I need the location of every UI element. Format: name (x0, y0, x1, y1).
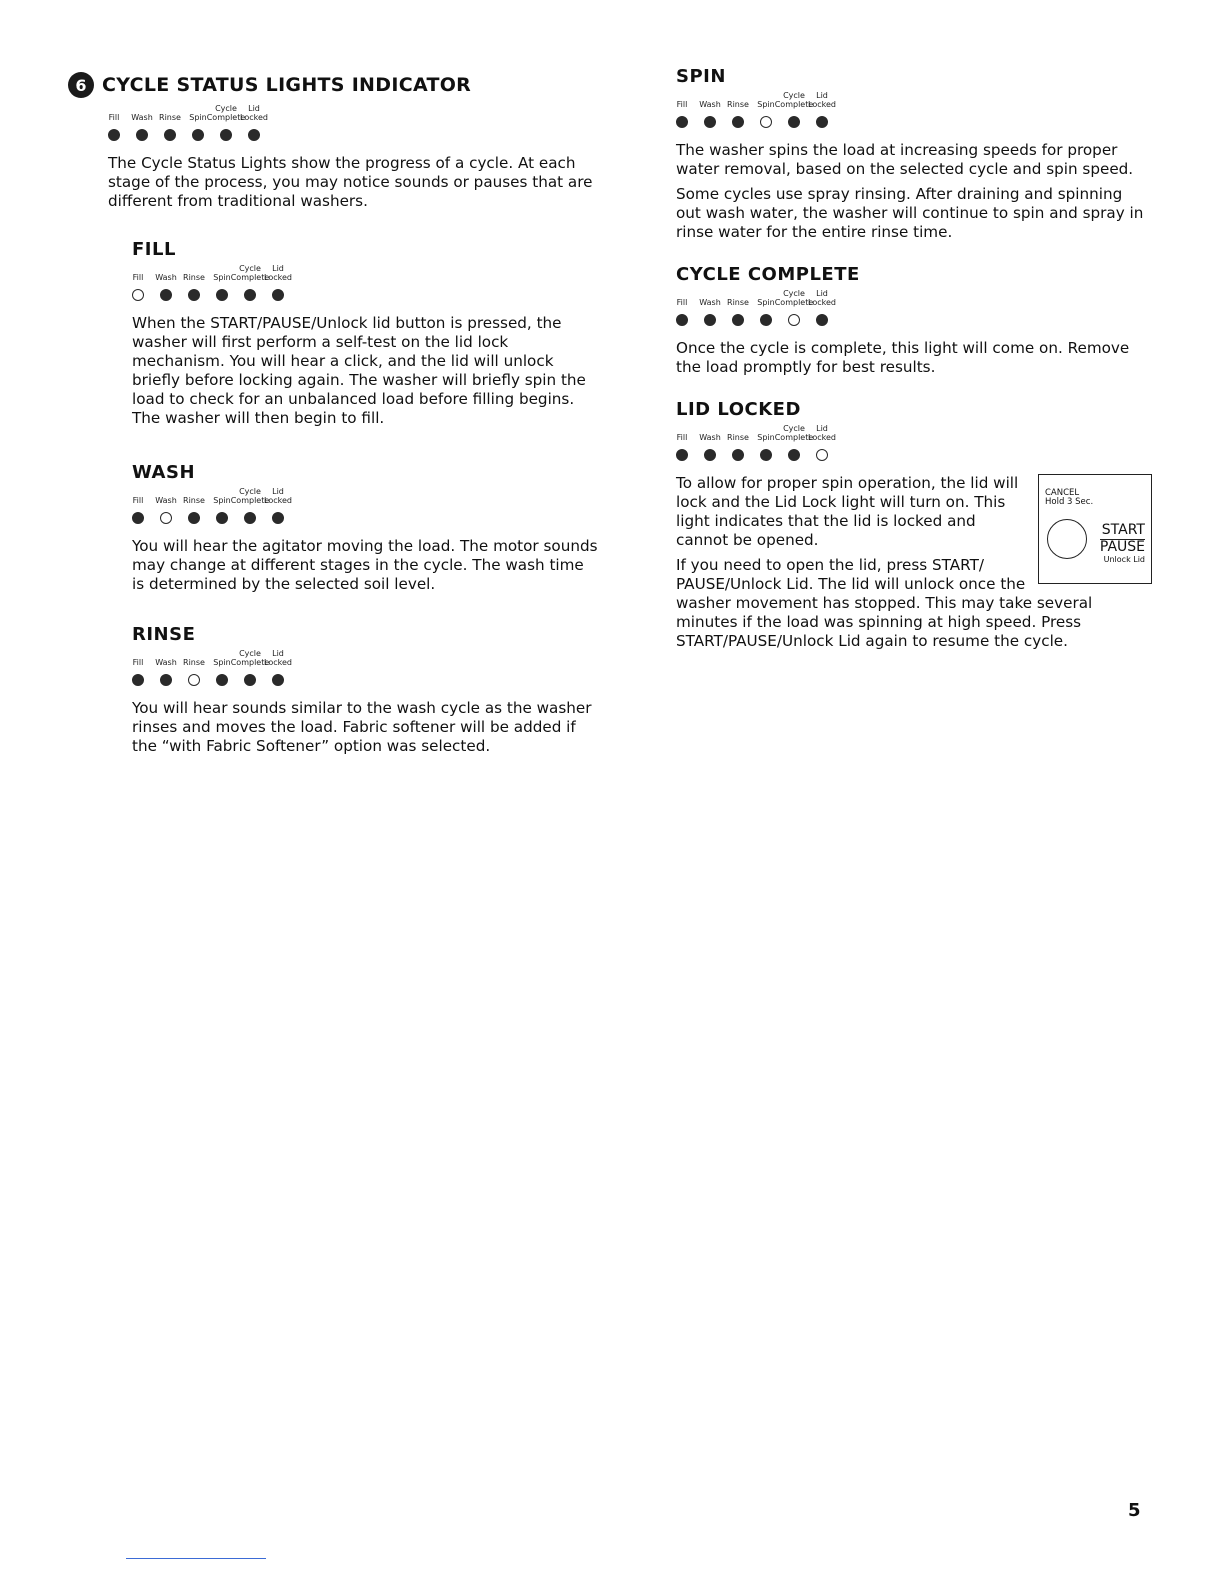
cycle-complete-section (676, 264, 1146, 377)
spin-section (676, 66, 1146, 242)
status-lights-row (676, 289, 876, 333)
light-label: Wash (155, 658, 177, 667)
status-lights-row (132, 649, 332, 693)
lid-locked-section (676, 399, 1146, 651)
light-label: Fill (676, 433, 688, 442)
status-light-filled (272, 674, 284, 686)
status-light-filled (188, 289, 200, 301)
status-light-filled (788, 449, 800, 461)
unlock-lid-label: Unlock Lid (1103, 555, 1145, 564)
light-label: Fill (132, 273, 144, 282)
light-label: Rinse (159, 113, 181, 122)
status-light-filled (704, 116, 716, 128)
light-label-bottom: Complete (230, 496, 270, 505)
wash-heading: WASH (132, 462, 196, 483)
light-label-top: Lid (816, 289, 828, 298)
light-label-top: Cycle (239, 649, 261, 658)
light-label-top: Cycle (783, 289, 805, 298)
wash-section (132, 462, 598, 594)
lid-locked-paragraph-1: To allow for proper spin operation, the lid will lock and the Lid Lock light will turn on. This light indicates that the lid is locked and cannot be opened. (676, 474, 1019, 549)
status-light-filled (788, 116, 800, 128)
intro-paragraph: The Cycle Status Lights show the progress of a cycle. At each stage of the process, you may notice sounds or pauses that are different from traditional washers. (108, 154, 593, 210)
light-label-bottom: Locked (264, 273, 292, 282)
status-light-filled (816, 116, 828, 128)
start-button-circle (1047, 519, 1087, 559)
status-light-filled (216, 674, 228, 686)
status-light-filled (272, 512, 284, 524)
cancel-label: CANCEL Hold 3 Sec. (1045, 488, 1094, 507)
light-label: Wash (155, 273, 177, 282)
status-light-filled (732, 449, 744, 461)
status-light-filled (244, 674, 256, 686)
light-label-bottom: Complete (206, 113, 246, 122)
light-label-top: Lid (272, 487, 284, 496)
cycle-complete-heading: CYCLE COMPLETE (676, 264, 860, 285)
status-light-active (816, 449, 828, 461)
status-light-filled (272, 289, 284, 301)
status-light-filled (732, 314, 744, 326)
light-label: Spin (213, 658, 231, 667)
fill-heading: FILL (132, 239, 176, 260)
light-label-top: Lid (272, 264, 284, 273)
status-light-filled (216, 512, 228, 524)
light-label: Rinse (727, 298, 749, 307)
lid-locked-paragraph-2: If you need to open the lid, press START/ PAUSE/Unlock Lid. The lid will unlock once the washer movement has stopped. This may take several minutes if the load was spinning at high speed. Press START/PAUSE/Unlock Lid again to resume the cycle. (676, 556, 1093, 650)
status-light-filled (244, 289, 256, 301)
control-panel-illustration (1038, 474, 1152, 584)
status-light-active (132, 289, 144, 301)
status-light-filled (216, 289, 228, 301)
status-light-filled (192, 129, 204, 141)
rinse-section (132, 624, 598, 756)
status-light-active (188, 674, 200, 686)
light-label: Fill (676, 298, 688, 307)
status-light-filled (704, 449, 716, 461)
light-label: Fill (132, 658, 144, 667)
rinse-paragraph: You will hear sounds similar to the wash cycle as the washer rinses and moves the load. Fabric softener will be added if the “with Fabric Softener” option was selected. (132, 699, 592, 755)
page-number: 5 (1128, 1500, 1141, 1521)
light-label-bottom: Complete (230, 273, 270, 282)
light-label-bottom: Locked (808, 100, 836, 109)
page-title: CYCLE STATUS LIGHTS INDICATOR (102, 74, 472, 96)
left-column (75, 72, 598, 778)
status-light-filled (676, 314, 688, 326)
light-label-top: Lid (248, 104, 260, 113)
light-label: Wash (699, 100, 721, 109)
section-number-badge: 6 (68, 72, 94, 98)
light-label-bottom: Locked (808, 433, 836, 442)
light-label-bottom: Complete (230, 658, 270, 667)
rinse-heading: RINSE (132, 624, 196, 645)
light-label: Fill (676, 100, 688, 109)
light-label: Rinse (183, 273, 205, 282)
light-label-bottom: Complete (774, 298, 814, 307)
status-light-filled (760, 314, 772, 326)
light-label: Spin (213, 496, 231, 505)
status-light-filled (760, 449, 772, 461)
status-lights-row (132, 264, 332, 308)
spin-paragraph-2: Some cycles use spray rinsing. After draining and spinning out wash water, the washer will continue to spin and spray in rinse water for the entire rinse time. (676, 185, 1144, 241)
light-label: Fill (108, 113, 120, 122)
status-light-filled (164, 129, 176, 141)
light-label: Wash (699, 433, 721, 442)
light-label-bottom: Complete (774, 100, 814, 109)
light-label: Rinse (727, 433, 749, 442)
light-label: Spin (757, 298, 775, 307)
light-label: Wash (155, 496, 177, 505)
status-light-filled (676, 449, 688, 461)
light-label-bottom: Locked (240, 113, 268, 122)
light-label-top: Lid (816, 424, 828, 433)
status-light-filled (132, 512, 144, 524)
light-label: Rinse (727, 100, 749, 109)
status-lights-row (108, 104, 308, 148)
light-label-top: Lid (272, 649, 284, 658)
status-light-filled (136, 129, 148, 141)
status-lights-row (132, 487, 332, 531)
footer-rule (126, 1558, 266, 1559)
light-label: Rinse (183, 658, 205, 667)
start-label: START (1101, 522, 1145, 538)
light-label-bottom: Complete (774, 433, 814, 442)
spin-heading: SPIN (676, 66, 726, 87)
light-label-top: Cycle (783, 424, 805, 433)
status-lights-row (676, 424, 876, 468)
fill-paragraph: When the START/PAUSE/Unlock lid button is pressed, the washer will first perform a self-test on the lid lock mechanism. You will hear a click, and the lid will unlock briefly before locking again. The washer will briefly spin the load to check for an unbalanced load before filling begins. The washer will then begin to fill. (132, 314, 586, 427)
status-light-active (788, 314, 800, 326)
status-light-filled (248, 129, 260, 141)
light-label: Wash (131, 113, 153, 122)
status-light-filled (244, 512, 256, 524)
status-light-active (760, 116, 772, 128)
lid-locked-heading: LID LOCKED (676, 399, 801, 420)
status-light-filled (220, 129, 232, 141)
light-label-top: Lid (816, 91, 828, 100)
light-label-top: Cycle (783, 91, 805, 100)
light-label-top: Cycle (239, 487, 261, 496)
status-light-filled (732, 116, 744, 128)
right-column (676, 66, 1146, 673)
status-light-filled (160, 674, 172, 686)
status-light-filled (816, 314, 828, 326)
light-label: Spin (757, 100, 775, 109)
light-label-bottom: Locked (264, 658, 292, 667)
cycle-complete-paragraph: Once the cycle is complete, this light will come on. Remove the load promptly for best results. (676, 339, 1130, 376)
light-label: Spin (213, 273, 231, 282)
status-light-filled (108, 129, 120, 141)
status-light-filled (188, 512, 200, 524)
light-label: Rinse (183, 496, 205, 505)
light-label: Wash (699, 298, 721, 307)
status-light-filled (160, 289, 172, 301)
status-light-filled (704, 314, 716, 326)
spin-paragraph-1: The washer spins the load at increasing speeds for proper water removal, based on the selected cycle and spin speed. (676, 141, 1134, 178)
light-label-bottom: Locked (808, 298, 836, 307)
status-light-active (160, 512, 172, 524)
light-label: Spin (757, 433, 775, 442)
fill-section (132, 239, 598, 428)
light-label-top: Cycle (239, 264, 261, 273)
wash-paragraph: You will hear the agitator moving the load. The motor sounds may change at different stages in the cycle. The wash time is determined by the selected soil level. (132, 537, 598, 593)
light-label-bottom: Locked (264, 496, 292, 505)
light-label: Spin (189, 113, 207, 122)
status-lights-row (676, 91, 876, 135)
light-label: Fill (132, 496, 144, 505)
status-light-filled (132, 674, 144, 686)
light-label-top: Cycle (215, 104, 237, 113)
status-light-filled (676, 116, 688, 128)
pause-label: PAUSE (1099, 539, 1145, 555)
section-title (68, 72, 598, 98)
